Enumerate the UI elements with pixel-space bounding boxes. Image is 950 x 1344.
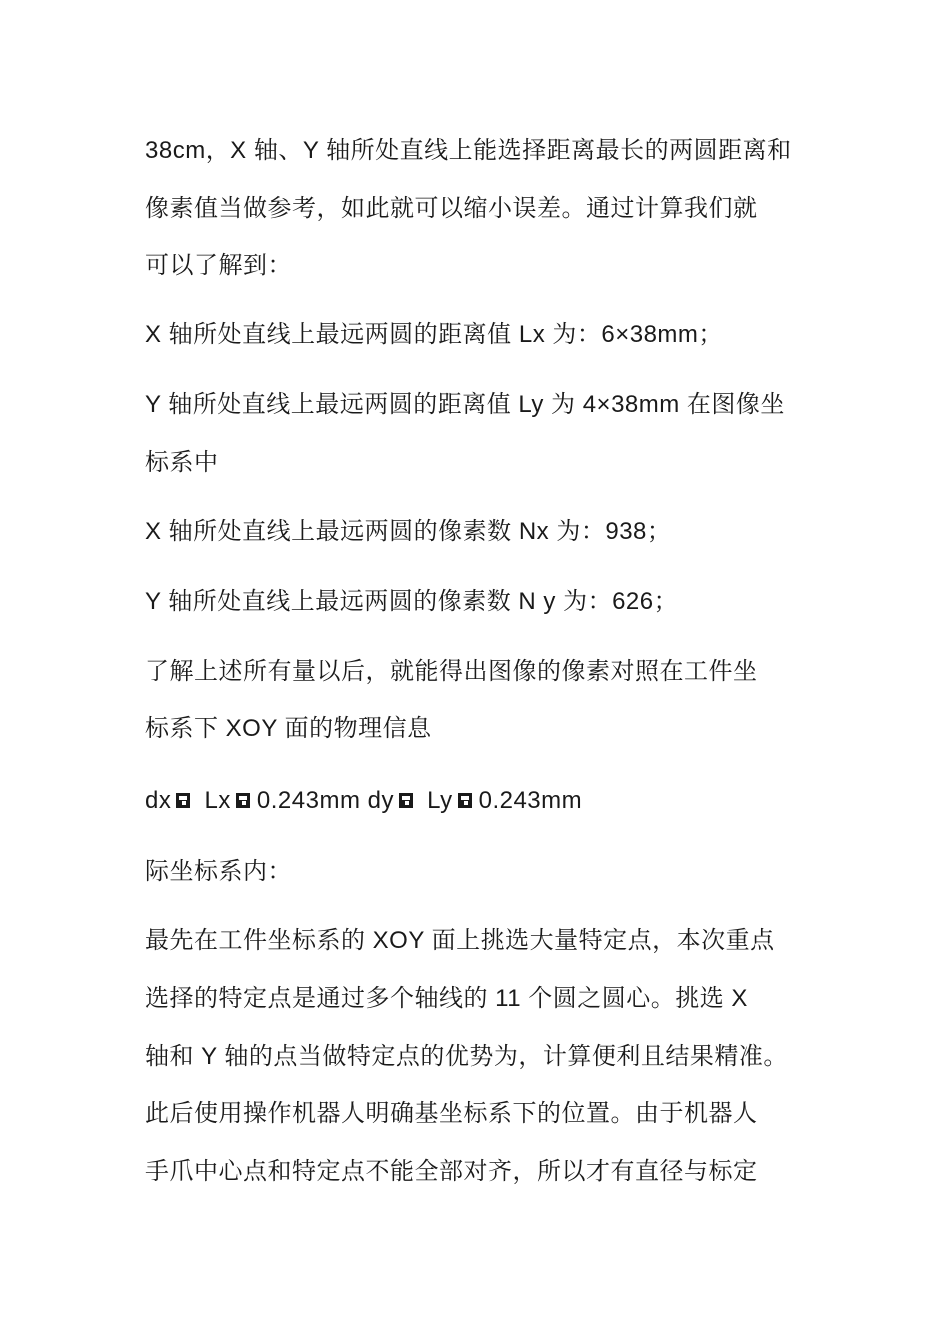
formula-value-2: 0.243mm bbox=[478, 787, 583, 814]
paragraph-line: 标系中 bbox=[145, 449, 219, 476]
paragraph-line: 像素值当做参考，如此就可以缩小误差。通过计算我们就 bbox=[145, 195, 758, 222]
paragraph-line: 最先在工件坐标系的 XOY 面上挑选大量特定点，本次重点 bbox=[145, 927, 775, 954]
paragraph-line: 手爪中心点和特定点不能全部对齐，所以才有直径与标定 bbox=[145, 1158, 758, 1185]
paragraph-line: X 轴所处直线上最远两圆的像素数 Nx 为：938； bbox=[145, 518, 672, 545]
paragraph-line: Y 轴所处直线上最远两圆的距离值 Ly 为 4×38mm 在图像坐 bbox=[145, 391, 785, 418]
paragraph-line: 标系下 XOY 面的物理信息 bbox=[145, 715, 432, 742]
paragraph-line: 38cm，X 轴、Y 轴所处直线上能选择距离最长的两圆距离和 bbox=[145, 137, 792, 164]
missing-glyph-icon bbox=[175, 792, 191, 809]
missing-glyph-icon bbox=[398, 792, 414, 809]
paragraph-line: 选择的特定点是通过多个轴线的 11 个圆之圆心。挑选 X bbox=[145, 985, 748, 1012]
paragraph-line: 轴和 Y 轴的点当做特定点的优势为，计算便利且结果精准。 bbox=[145, 1043, 788, 1070]
formula-ly: Ly bbox=[427, 787, 453, 814]
formula-line bbox=[145, 786, 582, 816]
paragraph-line: 了解上述所有量以后，就能得出图像的像素对照在工件坐 bbox=[145, 658, 758, 685]
paragraph-line: 际坐标系内： bbox=[145, 858, 292, 885]
missing-glyph-icon bbox=[457, 792, 473, 809]
formula-lx: Lx bbox=[204, 787, 231, 814]
formula-value-1: 0.243mm dy bbox=[256, 787, 394, 814]
paragraph-line: 此后使用操作机器人明确基坐标系下的位置。由于机器人 bbox=[145, 1100, 758, 1127]
paragraph-line: Y 轴所处直线上最远两圆的像素数 N y 为：626； bbox=[145, 588, 679, 615]
formula-dx: dx bbox=[145, 787, 172, 814]
paragraph-line: 可以了解到： bbox=[145, 252, 292, 279]
missing-glyph-icon bbox=[235, 792, 251, 809]
paragraph-line: X 轴所处直线上最远两圆的距离值 Lx 为：6×38mm； bbox=[145, 321, 723, 348]
